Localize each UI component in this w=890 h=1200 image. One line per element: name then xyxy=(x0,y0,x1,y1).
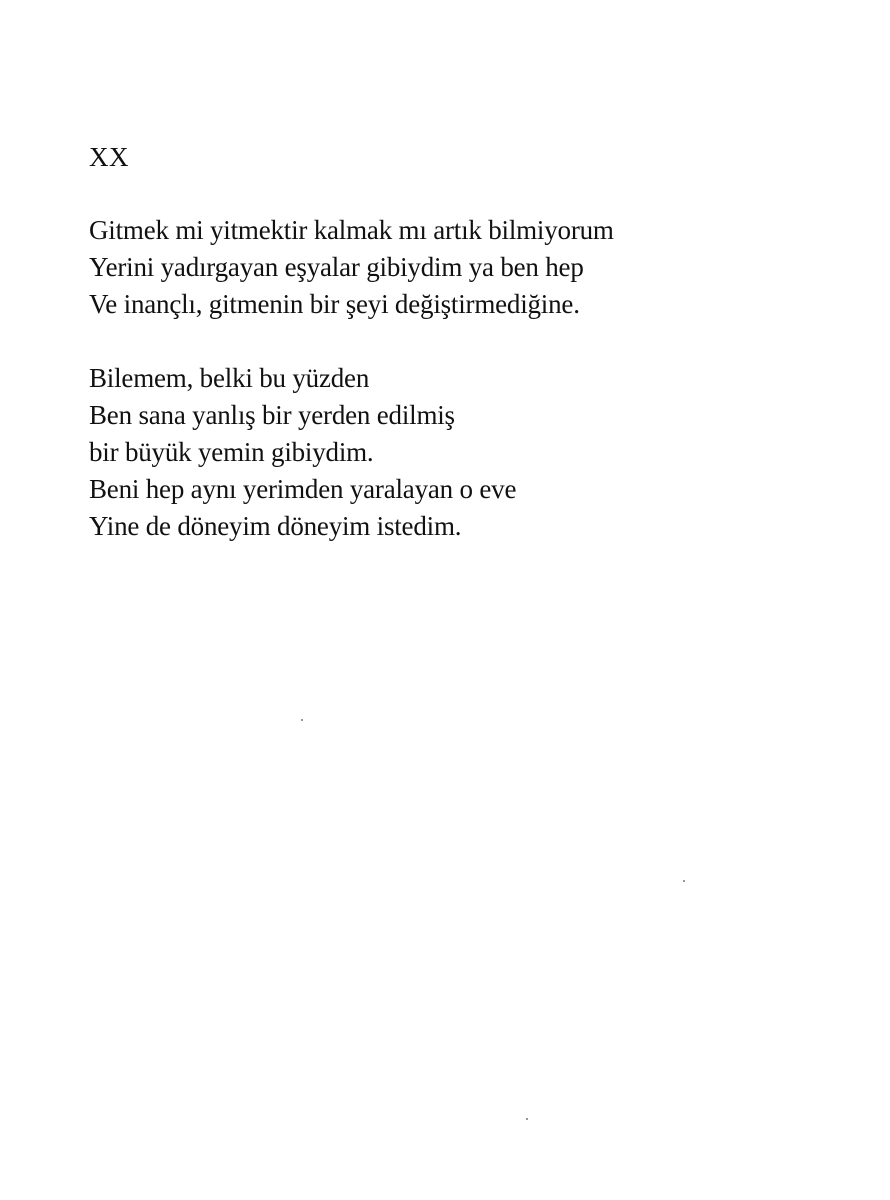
poem-line: Yine de döneyim döneyim istedim. xyxy=(89,511,462,541)
scan-speck xyxy=(526,1118,528,1120)
poem-line: Beni hep aynı yerimden yaralayan o eve xyxy=(89,474,517,504)
scan-speck xyxy=(683,880,685,882)
poem-number: XX xyxy=(89,142,129,172)
poem-line: bir büyük yemin gibiydim. xyxy=(89,437,374,467)
poem-line: Yerini yadırgayan eşyalar gibiydim ya ben hep xyxy=(89,252,584,282)
scan-speck xyxy=(301,719,303,721)
poem-line: Bilemem, belki bu yüzden xyxy=(89,363,370,393)
stanza-1 xyxy=(89,212,614,323)
stanza-2 xyxy=(89,360,516,545)
poem-line: Gitmek mi yitmektir kalmak mı artık bilmiyorum xyxy=(89,215,614,245)
poem-line: Ben sana yanlış bir yerden edilmiş xyxy=(89,400,455,430)
poem-line: Ve inançlı, gitmenin bir şeyi değiştirmediğine. xyxy=(89,289,580,319)
